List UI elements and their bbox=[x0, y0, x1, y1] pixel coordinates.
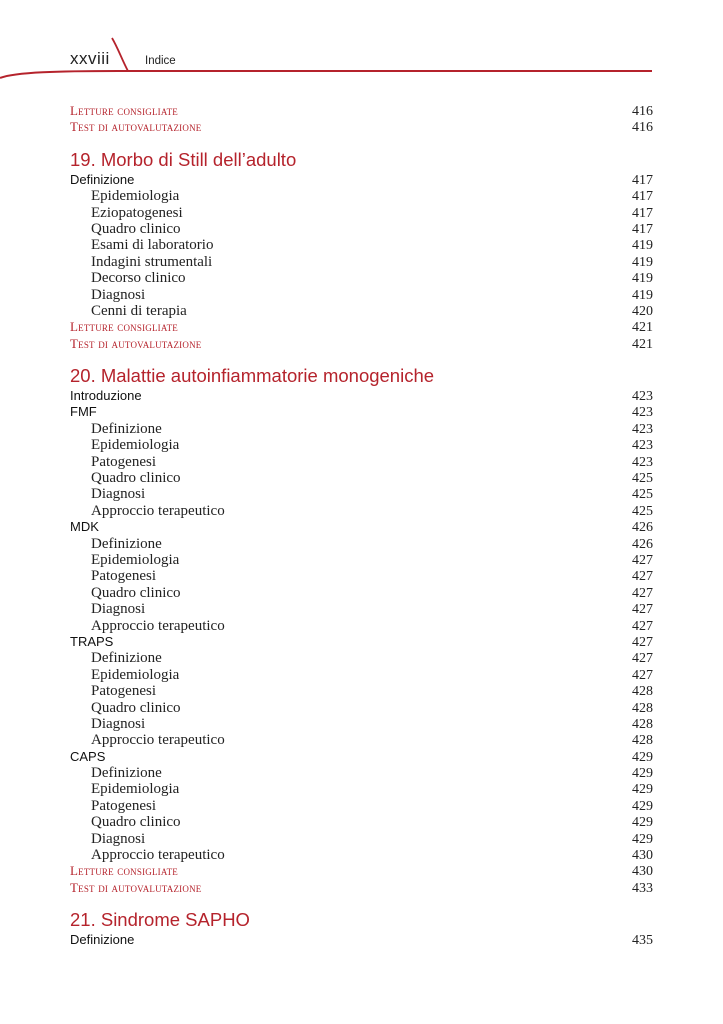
toc-entry-label: Epidemiologia bbox=[91, 188, 180, 205]
toc-entry-label: Epidemiologia bbox=[91, 437, 180, 454]
toc-entry-page: 423 bbox=[632, 389, 653, 405]
toc-entry bbox=[70, 503, 653, 519]
toc-entry bbox=[70, 700, 653, 716]
toc-entry-page: 429 bbox=[632, 766, 653, 782]
toc-entry bbox=[70, 585, 653, 601]
toc-entry-label: Test di autovalutazione bbox=[70, 879, 202, 895]
toc-entry-page: 427 bbox=[632, 602, 653, 618]
toc-entry-label: Diagnosi bbox=[91, 830, 146, 847]
toc-entry-page: 416 bbox=[632, 120, 653, 136]
toc-entry-page: 429 bbox=[632, 831, 653, 847]
toc-entry bbox=[70, 863, 653, 879]
toc-entry bbox=[70, 388, 653, 404]
toc-entry-page: 417 bbox=[632, 172, 653, 188]
toc-entry bbox=[70, 781, 653, 797]
toc-entry-label: Approccio terapeutico bbox=[91, 617, 225, 634]
toc-entry-page: 423 bbox=[632, 405, 653, 421]
toc-entry-label: Approccio terapeutico bbox=[91, 732, 225, 749]
toc-entry bbox=[70, 404, 653, 420]
toc-entry-label: Definizione bbox=[91, 420, 162, 437]
running-head: Indice bbox=[145, 55, 176, 67]
toc-entry bbox=[70, 319, 653, 335]
toc-entry-label: Diagnosi bbox=[91, 286, 146, 303]
toc-entry bbox=[70, 650, 653, 666]
toc-entry-label: Test di autovalutazione bbox=[70, 335, 202, 351]
toc-entry-label: Letture consigliate bbox=[70, 319, 178, 335]
toc-entry-label: Cenni di terapia bbox=[91, 302, 187, 319]
toc-entry-page: 427 bbox=[632, 651, 653, 667]
toc-entry-label: Quadro clinico bbox=[91, 470, 181, 487]
toc-entry-label: Diagnosi bbox=[91, 715, 146, 732]
toc-entry bbox=[70, 486, 653, 502]
toc-entry-page: 428 bbox=[632, 700, 653, 716]
toc-entry-page: 429 bbox=[632, 798, 653, 814]
toc-entry-page: 427 bbox=[632, 634, 653, 650]
toc-entry bbox=[70, 667, 653, 683]
chapter-title: 21. Sindrome SAPHO bbox=[70, 909, 250, 931]
toc-entry-label: Patogenesi bbox=[91, 568, 156, 585]
toc-entry-page: 433 bbox=[632, 880, 653, 896]
chapter-title: 20. Malattie autoinfiammatorie monogeniche bbox=[70, 365, 435, 387]
toc-entry bbox=[70, 221, 653, 237]
toc-entry-page: 427 bbox=[632, 667, 653, 683]
toc-entry-page: 423 bbox=[632, 454, 653, 470]
toc-entry-label: Test di autovalutazione bbox=[70, 119, 202, 135]
toc-entry bbox=[70, 765, 653, 781]
toc-entry bbox=[70, 421, 653, 437]
table-of-contents bbox=[70, 103, 653, 949]
toc-entry-label: Definizione bbox=[91, 765, 162, 782]
toc-entry bbox=[70, 437, 653, 453]
toc-entry-label: Patogenesi bbox=[91, 797, 156, 814]
toc-entry bbox=[70, 634, 653, 650]
toc-entry bbox=[70, 798, 653, 814]
toc-entry-page: 419 bbox=[632, 254, 653, 270]
toc-entry-label: Quadro clinico bbox=[91, 699, 181, 716]
toc-entry-page: 426 bbox=[632, 536, 653, 552]
toc-entry-page: 427 bbox=[632, 552, 653, 568]
toc-entry-page: 427 bbox=[632, 585, 653, 601]
toc-entry-page: 426 bbox=[632, 520, 653, 536]
toc-entry-page: 419 bbox=[632, 238, 653, 254]
toc-entry bbox=[70, 287, 653, 303]
toc-entry bbox=[70, 188, 653, 204]
toc-entry-label: Patogenesi bbox=[91, 683, 156, 700]
toc-entry-page: 417 bbox=[632, 189, 653, 205]
toc-entry-label: MDK bbox=[70, 519, 99, 535]
toc-entry-label: Diagnosi bbox=[91, 486, 146, 503]
toc-entry-page: 430 bbox=[632, 864, 653, 880]
toc-entry bbox=[70, 103, 653, 119]
toc-entry-page: 429 bbox=[632, 749, 653, 765]
page-number: xxviii bbox=[70, 49, 110, 68]
toc-entry-page: 420 bbox=[632, 303, 653, 319]
toc-entry-label: Definizione bbox=[91, 535, 162, 552]
toc-entry-label: Epidemiologia bbox=[91, 781, 180, 798]
toc-entry-label: Approccio terapeutico bbox=[91, 502, 225, 519]
toc-entry bbox=[70, 831, 653, 847]
toc-entry-page: 419 bbox=[632, 271, 653, 287]
toc-entry bbox=[70, 205, 653, 221]
chapter-title: 19. Morbo di Still dell’adulto bbox=[70, 148, 297, 170]
toc-entry-page: 429 bbox=[632, 815, 653, 831]
toc-entry-label: Patogenesi bbox=[91, 453, 156, 470]
toc-entry-page: 421 bbox=[632, 320, 653, 336]
toc-entry-page: 427 bbox=[632, 618, 653, 634]
toc-entry-label: Introduzione bbox=[70, 388, 142, 404]
toc-entry bbox=[70, 536, 653, 552]
toc-entry-label: Quadro clinico bbox=[91, 814, 181, 831]
toc-entry bbox=[70, 814, 653, 830]
toc-entry-page: 417 bbox=[632, 221, 653, 237]
toc-entry bbox=[70, 552, 653, 568]
toc-entry-label: Quadro clinico bbox=[91, 220, 181, 237]
toc-entry-label: Definizione bbox=[91, 650, 162, 667]
toc-entry bbox=[70, 847, 653, 863]
toc-entry bbox=[70, 336, 653, 352]
toc-entry-page: 425 bbox=[632, 471, 653, 487]
toc-entry-label: Esami di laboratorio bbox=[91, 237, 214, 254]
toc-entry bbox=[70, 601, 653, 617]
toc-entry bbox=[70, 254, 653, 270]
toc-entry-label: Eziopatogenesi bbox=[91, 204, 183, 221]
toc-entry-label: Letture consigliate bbox=[70, 103, 178, 118]
toc-entry-page: 423 bbox=[632, 421, 653, 437]
toc-entry bbox=[70, 932, 653, 948]
toc-entry-page: 430 bbox=[632, 848, 653, 864]
toc-entry-page: 416 bbox=[632, 104, 653, 119]
toc-entry bbox=[70, 568, 653, 584]
toc-entry-page: 428 bbox=[632, 733, 653, 749]
toc-entry bbox=[70, 880, 653, 896]
toc-entry-label: Epidemiologia bbox=[91, 666, 180, 683]
toc-entry bbox=[70, 470, 653, 486]
toc-entry-page: 421 bbox=[632, 336, 653, 352]
toc-entry-page: 428 bbox=[632, 684, 653, 700]
toc-entry-page: 429 bbox=[632, 782, 653, 798]
page-header bbox=[0, 0, 723, 80]
toc-entry bbox=[70, 454, 653, 470]
toc-entry bbox=[70, 618, 653, 634]
toc-entry-label: Approccio terapeutico bbox=[91, 847, 225, 864]
toc-entry-label: CAPS bbox=[70, 748, 106, 764]
toc-entry bbox=[70, 716, 653, 732]
toc-entry-page: 425 bbox=[632, 487, 653, 503]
toc-entry bbox=[70, 732, 653, 748]
toc-entry-page: 435 bbox=[632, 933, 653, 949]
toc-entry-label: Definizione bbox=[70, 171, 135, 187]
toc-entry-page: 423 bbox=[632, 438, 653, 454]
toc-entry bbox=[70, 237, 653, 253]
toc-entry bbox=[70, 270, 653, 286]
toc-entry-page: 427 bbox=[632, 569, 653, 585]
toc-entry bbox=[70, 172, 653, 188]
toc-entry-label: Indagini strumentali bbox=[91, 253, 213, 270]
toc-entry bbox=[70, 303, 653, 319]
toc-entry bbox=[70, 683, 653, 699]
toc-entry-page: 428 bbox=[632, 716, 653, 732]
toc-entry bbox=[70, 119, 653, 135]
toc-entry-label: Epidemiologia bbox=[91, 551, 180, 568]
toc-entry-label: Diagnosi bbox=[91, 601, 146, 618]
toc-entry bbox=[70, 749, 653, 765]
toc-entry-label: TRAPS bbox=[70, 633, 114, 649]
toc-entry-label: Definizione bbox=[70, 932, 135, 948]
toc-entry bbox=[70, 519, 653, 535]
toc-entry-page: 417 bbox=[632, 205, 653, 221]
toc-entry-page: 425 bbox=[632, 503, 653, 519]
toc-entry-page: 419 bbox=[632, 287, 653, 303]
toc-entry-label: Quadro clinico bbox=[91, 584, 181, 601]
toc-entry-label: Letture consigliate bbox=[70, 863, 178, 879]
toc-entry-label: Decorso clinico bbox=[91, 270, 186, 287]
toc-entry-label: FMF bbox=[70, 404, 97, 420]
